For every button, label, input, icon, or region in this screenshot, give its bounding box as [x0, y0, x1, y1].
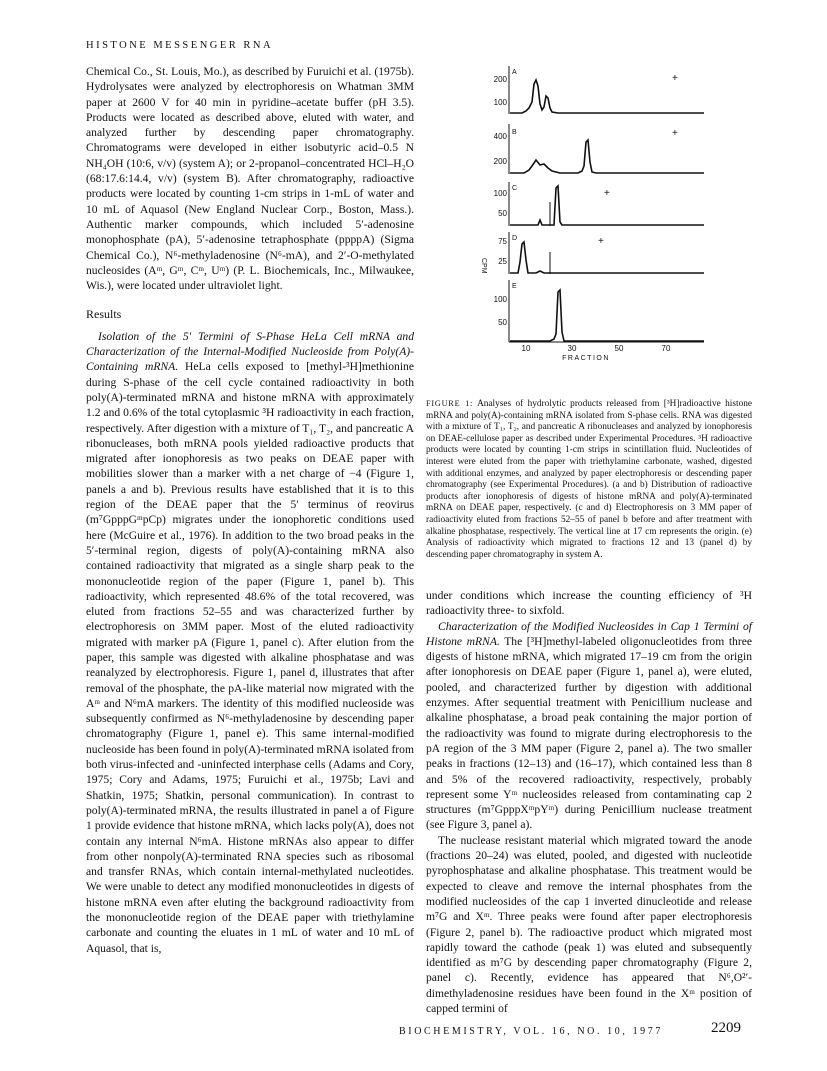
panel-a-sign: + — [672, 73, 678, 84]
methods-paragraph: Chemical Co., St. Louis, Mo.), as described by Furuichi et al. (1975b). Hydrolysates were analyzed by electrophoresis on Whatman 3MM paper at 2600 V for 40 min in pyridine–acetate buffer (pH 3.5). Products were located as described above, eluted with water, and analyzed further by descending paper chromatography. Chromatograms were developed in either isobutyric acid–0.5 N NH₄OH (10:6, v/v) (system A); or 2-propanol–concentrated HCl–H₂O (68:17.6:14.4, v/v) (system B). After chromatography, radioactive products were located by counting 1-cm strips in 1-mL of water and 10 mL of Aquasol (New England Nuclear Corp., Boston, Mass.). Authentic marker compounds, which included 5′-adenosine monophosphate (pA), 5′-adenosine tetraphosphate (ppppA) (Sigma Chemical Co.), N⁶-methyladenosine (N⁶-mA), and 2′-O-methylated nucleosides (Aᵐ, Gᵐ, Cᵐ, Uᵐ) (P. L. Biochemicals, Inc., Milwaukee, Wis.), were located under ultraviolet light. — [86, 65, 414, 293]
results-paragraph — [86, 329, 414, 956]
panel-c-tick-50: 50 — [498, 209, 507, 218]
panel-e-tick-50: 50 — [498, 318, 507, 327]
x-tick-10: 10 — [521, 344, 531, 353]
panel-d-sign: + — [598, 236, 604, 247]
figure-caption — [426, 398, 752, 561]
right-paragraph-2 — [426, 619, 752, 833]
panel-a-label: A — [512, 69, 517, 76]
left-column — [86, 64, 414, 956]
panel-b-tick-200: 200 — [493, 157, 507, 166]
panel-a-tick-100: 100 — [493, 98, 507, 107]
panel-c-sign: + — [604, 188, 610, 199]
y-axis-label: CPM — [480, 258, 487, 274]
journal-footer: BIOCHEMISTRY, VOL. 16, NO. 10, 1977 — [399, 1026, 663, 1037]
right-text: The [³H]methyl-labeled oligonucleotides from three digests of histone mRNA, which migrated 17–19 cm from the origin after ionophoresis on DEAE paper (Figure 1, panel a), were eluted, pooled, and characterized further by digestion with additional enzymes. After sequential treatment with Penicillium nuclease and alkaline phosphatase, a broad peak containing the major portion of the radioactivity was found to migrate during electrophoresis to the pA region of the 3 MM paper (Figure 2, panel a). The two smaller peaks in fractions (12–13) and (16–17), which contained less than 8 and 5% of the recovered radioactivity, respectively, probably represent some Yᵐ nucleosides released from contaminating cap 2 structures (m⁷GpppXᵐpYᵐ) during Penicillium nuclease treatment (see Figure 3, panel a). — [426, 634, 752, 832]
panel-d-trace — [510, 242, 704, 273]
panel-d-tick-25: 25 — [498, 257, 507, 266]
panel-b-trace — [510, 140, 704, 173]
x-tick-50: 50 — [614, 344, 624, 353]
panel-d-label: D — [512, 235, 518, 242]
x-axis-label: FRACTION — [562, 355, 610, 362]
x-tick-70: 70 — [661, 344, 671, 353]
figure-1 — [474, 62, 714, 367]
right-paragraph-1: under conditions which increase the counting efficiency of ³H radioactivity three- to sixfold. — [426, 589, 752, 618]
figure-1-chart — [474, 62, 714, 362]
panel-c-tick-100: 100 — [493, 189, 507, 198]
panel-a-trace — [510, 80, 704, 113]
right-subheading: Characterization of the Modified Nucleosides in Cap 1 Termini of Histone mRNA. — [426, 619, 752, 648]
panel-e-tick-100: 100 — [493, 295, 507, 304]
page-number: 2209 — [711, 1020, 741, 1036]
results-subheading: Isolation of the 5′ Termini of S-Phase HeLa Cell mRNA and Characterization of the Internal-Modified Nucleoside from Poly(A)-Containing mRNA. — [86, 329, 414, 374]
panel-e-label: E — [512, 283, 517, 290]
panel-b-tick-400: 400 — [493, 132, 507, 141]
figure-caption-label: FIGURE 1: — [426, 399, 474, 408]
results-text: HeLa cells exposed to [methyl-³H]methionine during S-phase of the cell cycle contained radioactivity in both poly(A)-terminated mRNA and histone mRNA with approximately 1.2 and 0.6% of the total cytoplasmic ³H radioactivity in each fraction, respectively. After digestion with a mixture of T₁, T₂, and pancreatic A ribonucleases, both mRNA pools yielded radioactive products that migrated after ionophoresis as two peaks on DEAE paper with mobilities slower than a marker with a net charge of −4 (Figure 1, panels a and b). Previous results have established that it is to this region of the DEAE paper that the 5′ terminus of reovirus (m⁷GpppGᵐpCp) migrates under the ionophoretic conditions used here (McGuire et al., 1976). In addition to the two broad peaks in the 5′-terminal region, digests of poly(A)-containing mRNA also contained radioactivity that migrated as a single sharp peak to the mononucleotide region of the paper (Figure 1, panel b). This radioactivity, which represented 48.6% of the total recovered, was eluted from fractions 52–55 and was characterized further by electrophoresis on 3MM paper. Most of the eluted radioactivity migrated with marker pA (Figure 1, panel c). After elution from the paper, this sample was digested with alkaline phosphatase and was reanalyzed by electrophoresis. Figure 1, panel d, illustrates that after removal of the phosphate, the pA-like material now migrated with the Aᵐ and N⁶mA markers. The identity of this modified nucleoside was subsequently confirmed as N⁶-methyladenosine by descending paper chromatography (Figure 1, panel e). This same internal-modified nucleoside has been found in poly(A)-terminated mRNA isolated from both virus-infected and -uninfected interphase cells (Adams and Cory, 1975; Cory and Adams, 1975; Furuichi et al., 1975b; Lavi and Shatkin, 1975; Shatkin, personal communication). In contrast to poly(A)-terminated mRNA, the results illustrated in panel a of Figure 1 provide evidence that histone mRNA, which lacks poly(A), does not contain any internal N⁶mA. Histone mRNAs also appear to differ from other nonpoly(A)-terminated RNA species such as ribosomal and transfer RNAs, which contain internal-methylated nucleotides. We were unable to detect any modified mononucleotides in digests of histone mRNA even after eluting the background radioactivity from the mononucleotide region of the DEAE paper with triethylamine carbonate and counting the eluates in 1 mL of water and 10 mL of Aquasol, that is, — [86, 360, 414, 955]
panel-c-label: C — [512, 185, 518, 192]
results-heading: Results — [86, 307, 122, 322]
panel-b-label: B — [512, 129, 517, 136]
panel-a-tick-200: 200 — [493, 75, 507, 84]
panel-d-tick-75: 75 — [498, 237, 507, 246]
running-head: HISTONE MESSENGER RNA — [86, 40, 274, 51]
right-paragraph-3: The nuclease resistant material which migrated toward the anode (fractions 20–24) was eluted, pooled, and digested with nucleotide pyrophosphatase and alkaline phosphatase. This treatment would be expected to cleave and remove the internal phosphates from the modified nucleosides of the cap 1 inverted dinucleotide and release m⁷G and Xᵐ. Three peaks were found after paper electrophoresis (Figure 2, panel b). The radioactive product which migrated most rapidly toward the cathode (peak 1) was eluted and subsequently identified as m⁷G by descending paper chromatography (Figure 2, panel c). Recently, evidence has appeared that N⁶,O²′-dimethyladenosine residues have been found in the Xᵐ position of capped termini of — [426, 833, 752, 1016]
x-tick-30: 30 — [567, 344, 577, 353]
panel-b-sign: + — [672, 128, 678, 139]
figure-caption-text: Analyses of hydrolytic products released from [³H]radioactive histone mRNA and poly(A)-containing mRNA isolated from S-phase cells. RNA was digested with a mixture of T₁, T₂, and pancreatic A ribonucleases and analyzed by ionophoresis on DEAE-cellulose paper as described under Experimental Procedures. ³H radioactive products were located by counting 1-cm strips in scintillation fluid. Nucleotides of interest were eluted from the paper with triethylamine carbonate, washed, digested with additional enzymes, and analyzed by paper electrophoresis or descending paper chromatography (see Experimental Procedures). (a and b) Distribution of radioactive products after ionophoresis of digests of histone mRNA and poly(A)-terminated mRNA on DEAE paper, respectively. (c and d) Electrophoresis on 3 MM paper of radioactivity eluted from fractions 52–55 of panel b before and after treatment with alkaline phosphatase, respectively. The vertical line at 17 cm represents the origin. (e) Analysis of radioactivity which migrated to fractions 12 and 13 (panel d) by descending paper chromatography in system A. — [426, 399, 752, 560]
right-column — [426, 588, 752, 1016]
panel-e-trace — [510, 290, 704, 341]
